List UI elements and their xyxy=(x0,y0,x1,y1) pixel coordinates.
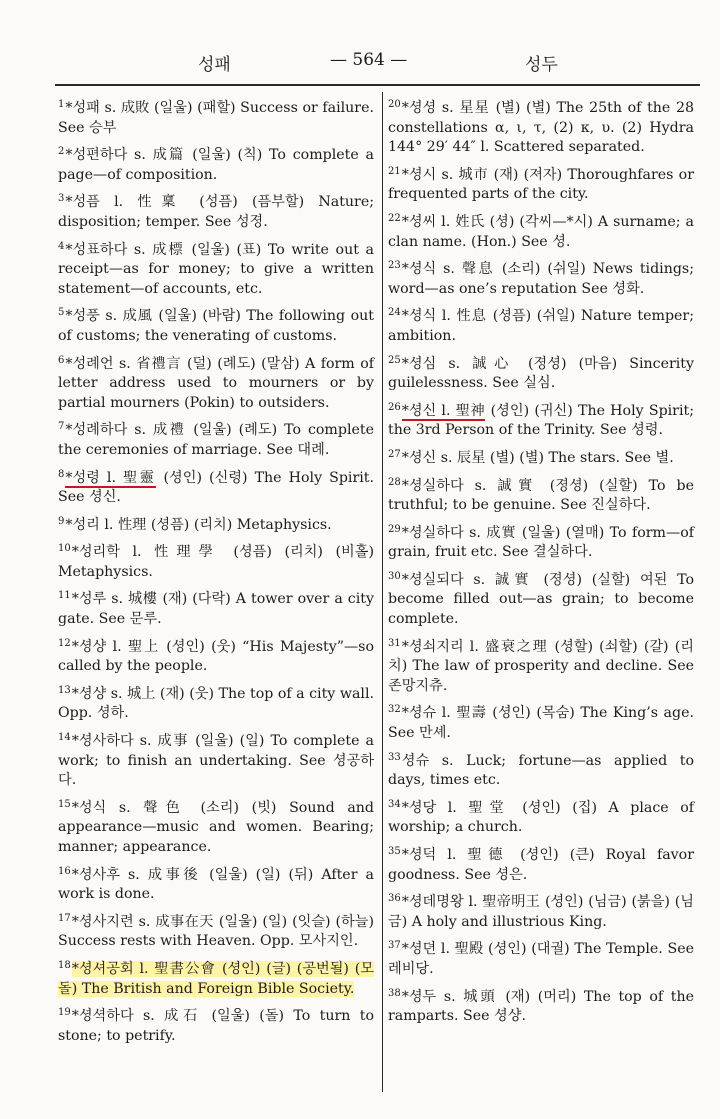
entry-number: 15 xyxy=(58,798,71,810)
entry-text: *셩사지련 s. 成事在天 (일울) (일) (잇슬) (하늘) Success rests with Heaven. Opp. 모사지인. xyxy=(58,913,374,950)
dictionary-entry xyxy=(388,351,694,394)
entry-text: *셩데명왕 l. 聖帝明王 (셩인) (님금) (붉을) (님금) A holy and illustrious King. xyxy=(388,894,694,930)
entry-text: *셩실되다 s. 誠實 (졍셩) (실할) 여된 To become filled out—as grain; to become complete. xyxy=(388,571,694,628)
dictionary-entry xyxy=(58,728,374,791)
entry-text: *셩덕 l. 聖德 (셩인) (큰) Royal favor goodness. See 셩은. xyxy=(388,847,694,883)
entry-text: *성리 l. 性理 (셩픔) (리치) Metaphysics. xyxy=(65,516,332,533)
dictionary-entry xyxy=(58,95,374,138)
entry-number: 31 xyxy=(388,637,401,649)
entry-number: 6 xyxy=(58,354,65,366)
header-rule xyxy=(55,84,700,86)
entry-headword-underlined: *성령 l. 聖靈 xyxy=(65,469,157,486)
dictionary-entry xyxy=(58,586,374,629)
entry-text: *성루 s. 城樓 (재) (다락) A tower over a city gate. See 문루. xyxy=(58,591,374,628)
entry-number: 36 xyxy=(388,893,401,905)
dictionary-entry xyxy=(58,795,374,858)
entry-number: 35 xyxy=(388,846,401,857)
entry-number: 9 xyxy=(58,515,65,527)
entry-text: *성픔 l. 性稟 (성픔) (픔부할) Nature; disposition; temper. See 성졍. xyxy=(58,194,374,230)
dictionary-entry xyxy=(388,567,694,630)
dictionary-entry xyxy=(388,473,694,516)
entry-text: (셩인) (신령) The Holy Spirit. See 셩신. xyxy=(58,469,374,506)
entry-text: *셩두 s. 城頭 (재) (머리) The top of the ramparts. See 셩샹. xyxy=(388,988,694,1025)
entry-number: 29 xyxy=(388,523,401,535)
entry-text: *성풍 s. 成風 (일울) (바람) The following out of customs; the venerating of customs. xyxy=(58,308,374,344)
entry-number: 23 xyxy=(388,260,401,272)
dictionary-entry xyxy=(388,162,694,205)
entry-text: *성례하다 s. 成禮 (일울) (례도) To complete the ceremonies of marriage. See 대례. xyxy=(58,422,374,458)
entry-number: 20 xyxy=(388,99,401,110)
dictionary-entry xyxy=(58,237,374,300)
entry-number: 38 xyxy=(388,987,401,999)
entry-text: *셩셔공회 l. 聖書公會 (셩인) (글) (공번될) (모돌) The British and Foreign Bible Society. xyxy=(58,960,374,997)
entry-number: 32 xyxy=(388,704,401,716)
entry-text: *셩식 l. 性息 (셩픔) (쉬일) Nature temper; ambition. xyxy=(388,308,694,344)
entry-number: 37 xyxy=(388,940,401,952)
dictionary-entry xyxy=(58,681,374,724)
dictionary-entry xyxy=(388,303,694,346)
dictionary-entry xyxy=(58,351,374,414)
entry-text: *셩샹 l. 聖上 (셩인) (웃) “His Majesty”—so called by the people. xyxy=(58,638,374,675)
dictionary-entry xyxy=(58,142,374,185)
dictionary-entry xyxy=(388,95,694,158)
dictionary-entry xyxy=(388,634,694,697)
entry-text: *성리학 l. 性理學 (셩픔) (리치) (비홀) Metaphysics. xyxy=(58,544,374,580)
entry-text: (셩인) (귀신) The Holy Spirit; the 3rd Person of the Trinity. See 셩령. xyxy=(388,402,694,439)
entry-number: 7 xyxy=(58,421,65,433)
header-right-word: 성두 xyxy=(525,55,558,75)
dictionary-entry xyxy=(58,909,374,952)
entry-number: 24 xyxy=(388,307,401,319)
entry-text: *성례언 s. 省禮言 (덜) (례도) (말삼) A form of letter address used to mourners or by partial mourners (Pokin) to outsiders. xyxy=(58,355,374,411)
dictionary-entry xyxy=(388,795,694,838)
dictionary-entry xyxy=(58,417,374,460)
entry-number: 34 xyxy=(388,798,401,810)
page-header xyxy=(0,50,720,80)
dictionary-entry xyxy=(388,842,694,885)
entry-text: *셩샹 s. 城上 (재) (웃) The top of a city wall. Opp. 셩하. xyxy=(58,685,375,722)
dictionary-entry xyxy=(58,512,374,536)
dictionary-entry xyxy=(388,445,694,469)
dictionary-entry xyxy=(58,862,374,905)
entry-number: 27 xyxy=(388,448,401,460)
dictionary-entry xyxy=(388,936,694,979)
entry-text: *셩당 l. 聖堂 (셩인) (집) A place of worship; a church. xyxy=(388,799,694,836)
entry-text: *셩뎐 l. 聖殿 (셩인) (대궐) The Temple. See 레비당. xyxy=(388,941,694,977)
dictionary-entry xyxy=(388,984,694,1027)
entry-number: 3 xyxy=(58,193,65,205)
entry-number: 14 xyxy=(58,732,71,744)
entry-text: *셩씨 l. 姓氏 (셩) (각씨—*시) A surname; a clan name. (Hon.) See 셩. xyxy=(388,213,694,250)
entry-text: *셩사후 s. 成事後 (일울) (일) (뒤) After a work is done. xyxy=(58,866,374,903)
entry-text: *성편하다 s. 成篇 (일울) (칙) To complete a page—of composition. xyxy=(58,147,374,183)
dictionary-entry xyxy=(388,748,694,791)
dictionary-entry xyxy=(58,634,374,677)
entry-number: 12 xyxy=(58,637,71,649)
entry-text: *셩실하다 s. 誠實 (졍셩) (실할) To be truthful; to be genuine. See 진실하다. xyxy=(388,477,694,514)
header-left-word: 성패 xyxy=(198,55,231,75)
entry-number: 8 xyxy=(58,468,65,480)
dictionary-entry xyxy=(58,539,374,582)
entry-number: 10 xyxy=(58,543,71,555)
entry-number: 28 xyxy=(388,476,401,488)
entry-number: 17 xyxy=(58,912,71,924)
dictionary-entry xyxy=(58,1003,374,1046)
entry-text: *셩셩 s. 星星 (별) (별) The 25th of the 28 constellations α, ι, τ, (2) κ, υ. (2) Hydra 144° 29′ 44″ l. Scattered separated. xyxy=(388,100,694,156)
entry-text: *셩실하다 s. 成實 (일울) (열매) To form—of grain, fruit etc. See 결실하다. xyxy=(388,524,694,561)
left-column xyxy=(58,95,374,1050)
entry-number: 1 xyxy=(58,99,65,110)
entry-text: *셩식 s. 聲息 (소리) (쉬일) News tidings; word—as one’s reputation See 셩화. xyxy=(388,261,694,297)
entry-text: *성식 s. 聲色 (소리) (빗) Sound and appearance—music and women. Bearing; manner; appearance. xyxy=(58,799,374,855)
entry-text: *셩사하다 s. 成事 (일울) (일) To complete a work; to finish an undertaking. See 셩공하다. xyxy=(58,733,374,789)
entry-text: *셩신 s. 辰星 (별) (별) The stars. See 별. xyxy=(401,449,674,466)
entry-number: 5 xyxy=(58,307,65,319)
entry-number: 2 xyxy=(58,146,65,158)
dictionary-entry xyxy=(58,956,374,999)
entry-number: 26 xyxy=(388,401,401,413)
entry-text: *셩시 s. 城市 (재) (져자) Thoroughfares or frequented parts of the city. xyxy=(388,166,694,203)
entry-number: 19 xyxy=(58,1007,71,1019)
entry-text: *셩슈 l. 聖壽 (셩인) (목숨) The King’s age. See 만셰. xyxy=(388,705,694,742)
entry-text: *성표하다 s. 成標 (일울) (표) To write out a receipt—as for money; to give a written statement—of accounts, etc. xyxy=(58,241,374,297)
entry-number: 30 xyxy=(388,570,401,582)
dictionary-entry xyxy=(388,889,694,932)
entry-number: 25 xyxy=(388,354,401,366)
entry-number: 18 xyxy=(58,959,71,971)
dictionary-entry xyxy=(58,303,374,346)
entry-text: *셩쇠지리 l. 盛衰之理 (셩할) (쇠할) (갈) (리치) The law of prosperity and decline. See 존망지츄. xyxy=(388,638,694,694)
entry-number: 13 xyxy=(58,684,71,696)
entry-text: *셩셕하다 s. 成石 (일울) (돌) To turn to stone; to petrify. xyxy=(58,1008,374,1044)
dictionary-entry xyxy=(388,520,694,563)
dictionary-entry xyxy=(58,189,374,232)
column-divider xyxy=(382,92,383,1092)
entry-text: 셩슈 s. Luck; fortune—as applied to days, times etc. xyxy=(388,752,694,789)
page-number: — 564 — xyxy=(330,50,408,70)
entry-number: 33 xyxy=(388,751,401,763)
dictionary-entry xyxy=(58,465,374,508)
entry-text: *성패 s. 成敗 (일울) (패할) Success or failure. See 승부 xyxy=(58,100,374,136)
dictionary-entry xyxy=(388,700,694,743)
dictionary-entry xyxy=(388,256,694,299)
dictionary-entry xyxy=(388,398,694,441)
entry-number: 16 xyxy=(58,865,71,877)
entry-number: 21 xyxy=(388,165,401,177)
entry-text: *셩심 s. 誠心 (졍셩) (마음) Sincerity guilelessness. See 실심. xyxy=(388,355,694,392)
entry-number: 11 xyxy=(58,590,71,602)
entry-number: 22 xyxy=(388,212,401,224)
dictionary-entry xyxy=(388,209,694,252)
right-column xyxy=(388,95,694,1031)
entry-number: 4 xyxy=(58,240,65,252)
entry-headword-underlined: *셩신 l. 聖神 xyxy=(401,402,486,419)
